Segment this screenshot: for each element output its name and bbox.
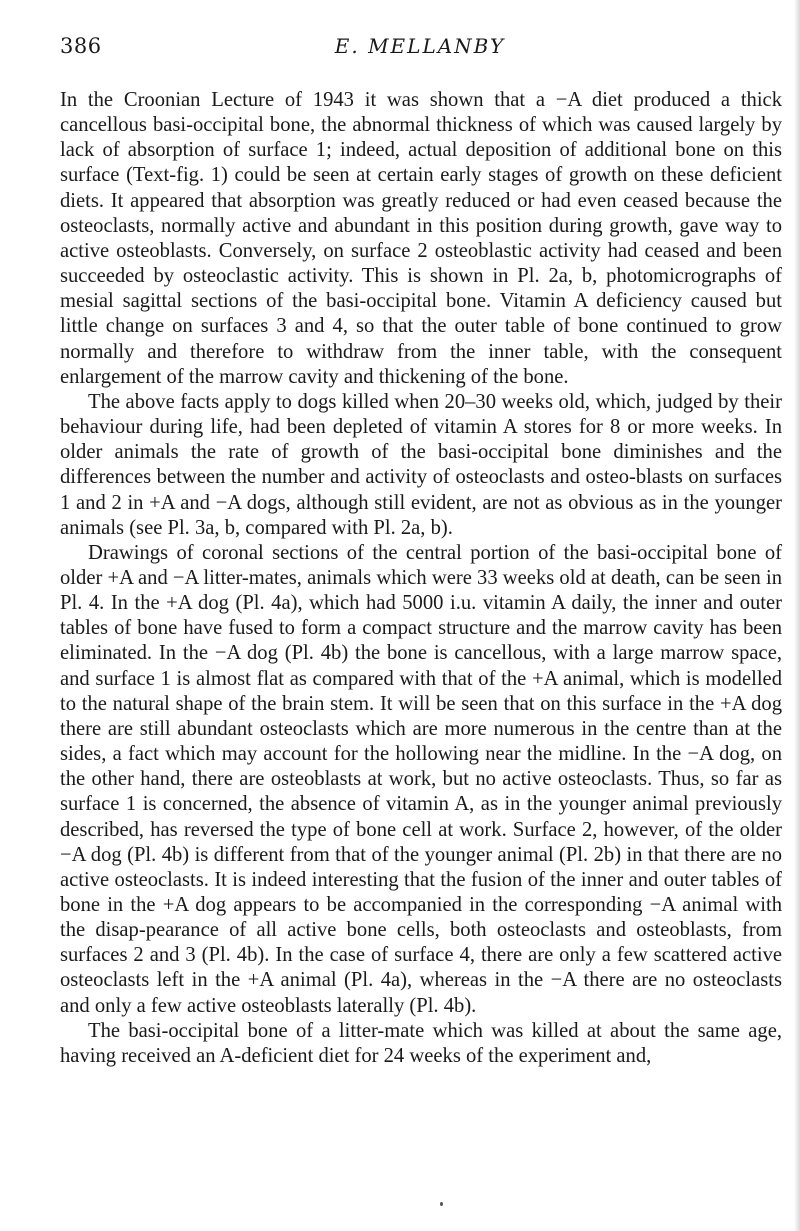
body-text: [60, 88, 782, 1069]
paragraph-3: Drawings of coronal sections of the central portion of the basi-occipital bone of older +A and −A litter-mates, animals which were 33 weeks old at death, can be seen in Pl. 4. In the +A dog (Pl. 4a), which had 5000 i.u. vitamin A daily, the inner and outer tables of bone have fused to form a compact structure and the marrow cavity has been eliminated. In the −A dog (Pl. 4b) the bone is cancellous, with a large marrow space, and surface 1 is almost flat as compared with that of the +A animal, which is modelled to the natural shape of the brain stem. It will be seen that on this surface in the +A dog there are still abundant osteoclasts which are more numerous in the centre than at the sides, a fact which may account for the hollowing near the midline. In the −A dog, on the other hand, there are osteoblasts at work, but no active osteoclasts. Thus, so far as surface 1 is concerned, the absence of vitamin A, as in the younger animal previously described, has reversed the type of bone cell at work. Surface 2, however, of the older −A dog (Pl. 4b) is different from that of the younger animal (Pl. 2b) in that there are no active osteoclasts. It is indeed interesting that the fusion of the inner and outer tables of bone in the +A dog appears to be accompanied in the corresponding −A animal with the disap-pearance of all active bone cells, both osteoclasts and osteoblasts, from surfaces 2 and 3 (Pl. 4b). In the case of surface 4, there are only a few scattered active osteoclasts left in the +A animal (Pl. 4a), whereas in the −A there are no osteoclasts and only a few active osteoblasts laterally (Pl. 4b).: [60, 541, 782, 1017]
page-number: 386: [60, 34, 102, 58]
page-header: [60, 34, 780, 64]
paragraph-4: The basi-occipital bone of a litter-mate which was killed at about the same age, having received an A-deficient diet for 24 weeks of the experiment and,: [60, 1019, 782, 1067]
paragraph-2: The above facts apply to dogs killed when 20–30 weeks old, which, judged by their behaviour during life, had been depleted of vitamin A stores for 8 or more weeks. In older animals the rate of growth of the basi-occipital bone diminishes and the differences between the number and activity of osteoclasts and osteo-blasts on surfaces 1 and 2 in +A and −A dogs, although still evident, are not as obvious as in the younger animals (see Pl. 3a, b, compared with Pl. 2a, b).: [60, 390, 782, 539]
print-speck: [440, 1202, 443, 1206]
running-head: E. MELLANBY: [334, 34, 506, 58]
paragraph-1: In the Croonian Lecture of 1943 it was shown that a −A diet produced a thick cancellous basi-occipital bone, the abnormal thickness of which was caused largely by lack of absorption of surface 1; indeed, actual deposition of additional bone on this surface (Text-fig. 1) could be seen at certain early stages of growth on these deficient diets. It appeared that absorption was greatly reduced or had even ceased because the osteoclasts, normally active and abundant in this position during growth, gave way to active osteoblasts. Conversely, on surface 2 osteoblastic activity had ceased and been succeeded by osteoclastic activity. This is shown in Pl. 2a, b, photomicrographs of mesial sagittal sections of the basi-occipital bone. Vitamin A deficiency caused but little change on surfaces 3 and 4, so that the outer table of bone continued to grow normally and therefore to withdraw from the inner table, with the consequent enlargement of the marrow cavity and thickening of the bone.: [60, 89, 782, 388]
page-edge-shadow: [794, 0, 800, 1231]
